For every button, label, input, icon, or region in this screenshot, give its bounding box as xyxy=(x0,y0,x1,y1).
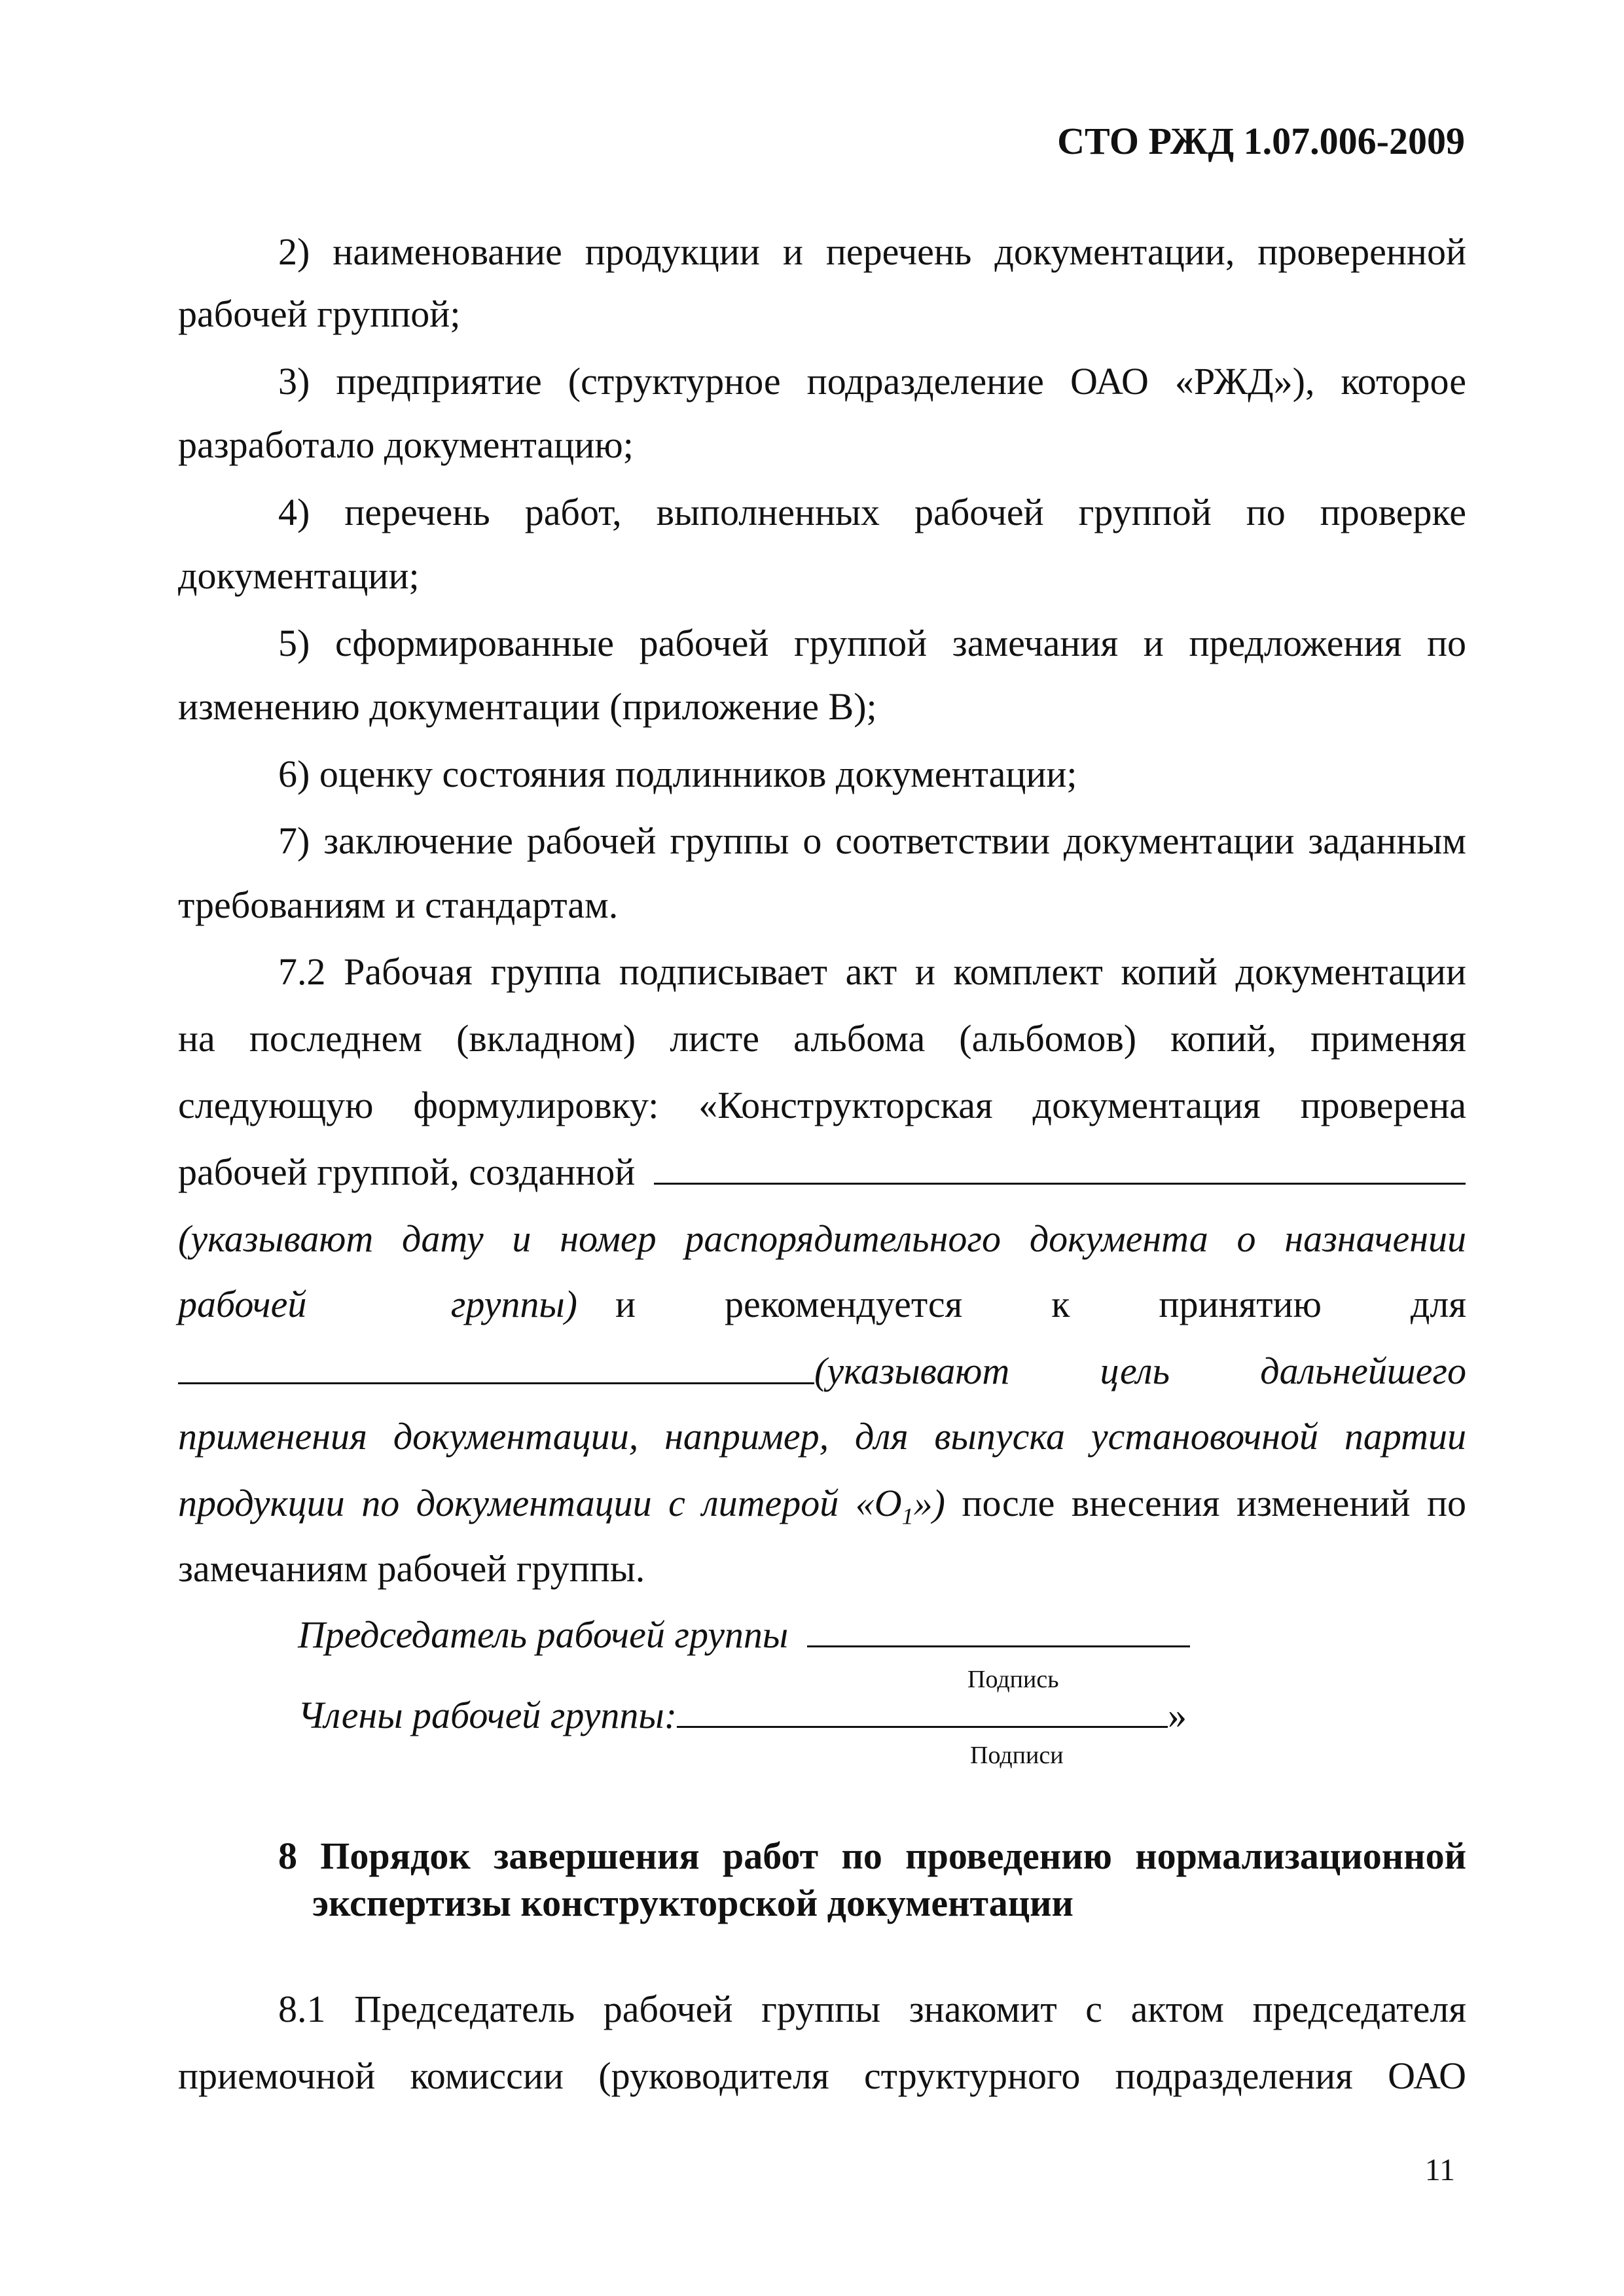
members-signature-caption: Подписи xyxy=(970,1742,1064,1769)
purpose-blank-line xyxy=(178,1348,814,1384)
clause-8-1-line-2: приемочной комиссии (руководителя структурного подразделения ОАО xyxy=(178,2054,1466,2097)
created-by-text: рабочей группой, созданной xyxy=(178,1151,636,1193)
clause-7-2-line-3: следующую формулировку: «Конструкторская документация проверена xyxy=(178,1084,1466,1126)
chair-signature-row xyxy=(298,1611,1190,1657)
list-item-4-line-2: документации; xyxy=(178,554,420,597)
list-item-5-line-2: изменению документации (приложение В); xyxy=(178,685,877,728)
clause-7-2-line-4 xyxy=(178,1149,1466,1195)
chair-label: Председатель рабочей группы xyxy=(298,1613,789,1656)
list-item-4-line-1: 4) перечень работ, выполненных рабочей группой по проверке xyxy=(278,491,1466,533)
list-item-5-line-1: 5) сформированные рабочей группой замечания и предложения по xyxy=(278,622,1466,664)
members-signature-line xyxy=(677,1692,1168,1728)
list-item-2-line-2: рабочей группой; xyxy=(178,293,461,335)
clause-7-2-line-9 xyxy=(178,1480,1466,1539)
document-code-header: СТО РЖД 1.07.006-2009 xyxy=(1057,120,1465,162)
page-number: 11 xyxy=(1424,2153,1455,2187)
after-changes-text: после внесения изменений по xyxy=(945,1482,1466,1524)
list-item-6: 6) оценку состояния подлинников документации; xyxy=(278,753,1077,795)
section-8-title-line-2: экспертизы конструкторской документации xyxy=(312,1882,1074,1924)
chair-signature-caption: Подпись xyxy=(967,1666,1059,1693)
members-label: Члены рабочей группы: xyxy=(298,1694,677,1736)
literal-text: продукции по документации с литерой «$О_1$») xyxy=(178,1482,945,1530)
list-item-7-line-2: требованиям и стандартам. xyxy=(178,884,619,926)
chair-signature-line xyxy=(807,1611,1190,1647)
list-item-7-line-1: 7) заключение рабочей группы о соответствии документации заданным xyxy=(278,819,1466,862)
clause-7-2-line-1: 7.2 Рабочая группа подписывает акт и комплект копий документации xyxy=(278,950,1466,993)
clause-7-2-line-2: на последнем (вкладном) листе альбома (альбомов) копий, применяя xyxy=(178,1017,1466,1060)
recommended-text: и рекомендуется к принятию для xyxy=(615,1283,1466,1325)
section-8-title-line-1: 8 Порядок завершения работ по проведению нормализационной xyxy=(278,1835,1466,1877)
working-group-italic-text: рабочей группы) xyxy=(178,1283,577,1325)
members-signature-row xyxy=(298,1692,1187,1737)
list-item-3-line-2: разработало документацию; xyxy=(178,423,634,466)
clause-7-2-line-7 xyxy=(178,1348,1466,1394)
list-item-2-line-1: 2) наименование продукции и перечень документации, проверенной xyxy=(278,230,1466,273)
clause-7-2-line-8: применения документации, например, для выпуска установочной партии xyxy=(178,1415,1466,1458)
clause-7-2-line-10: замечаниям рабочей группы. xyxy=(178,1547,645,1590)
clause-7-2-line-5: (указывают дату и номер распорядительного документа о назначении xyxy=(178,1217,1466,1260)
purpose-instruction-text: (указывают цель дальнейшего xyxy=(814,1350,1466,1392)
closing-quote: » xyxy=(1168,1694,1187,1736)
created-by-blank-line xyxy=(654,1149,1466,1185)
section-8-title xyxy=(278,1833,1466,1927)
list-item-3-line-1: 3) предприятие (структурное подразделение ОАО «РЖД»), которое xyxy=(278,360,1466,403)
clause-8-1-line-1: 8.1 Председатель рабочей группы знакомит с актом председателя xyxy=(278,1988,1466,2030)
clause-7-2-line-6 xyxy=(178,1282,1466,1327)
